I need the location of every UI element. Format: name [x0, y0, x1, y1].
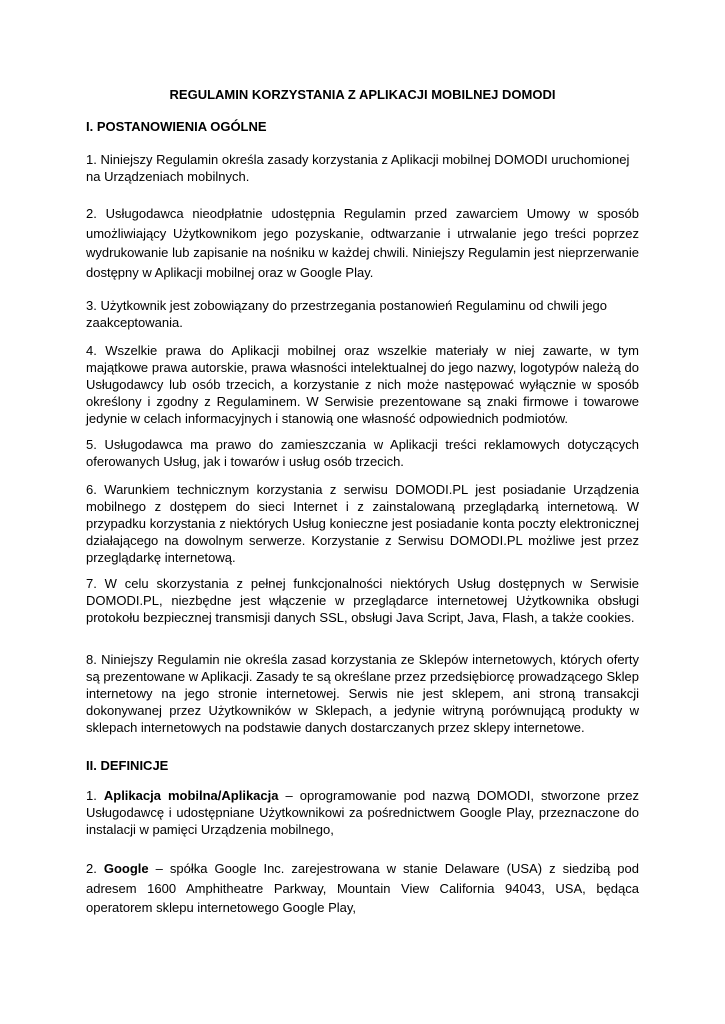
document-title: REGULAMIN KORZYSTANIA Z APLIKACJI MOBILNEJ DOMODI	[169, 87, 556, 102]
definition-1	[86, 787, 639, 838]
definition-1-text: – oprogramowanie pod nazwą DOMODI, stworzone przez Usługodawcę i udostępniane Użytkownikowi za pośrednictwem Google Play, przeznaczone do instalacji w pamięci Urządzenia mobilnego,	[86, 788, 639, 837]
paragraph-3: 3. Użytkownik jest zobowiązany do przestrzegania postanowień Regulaminu od chwili jego zaakceptowania.	[86, 298, 608, 330]
definition-2-number: 2.	[86, 861, 104, 876]
paragraph-1: 1. Niniejszy Regulamin określa zasady korzystania z Aplikacji mobilnej DOMODI uruchomionej na Urządzeniach mobilnych.	[86, 152, 630, 184]
paragraph-5: 5. Usługodawca ma prawo do zamieszczania w Aplikacji treści reklamowych dotyczących oferowanych Usług, jak i towarów i usług osób trzecich.	[86, 437, 639, 469]
paragraph-8: 8. Niniejszy Regulamin nie określa zasad korzystania ze Sklepów internetowych, których oferty są prezentowane w Aplikacji. Zasady te są określane przez przedsiębiorcę prowadzącego Sklep internetowy na jego stronie internetowej. Serwis nie jest sklepem, ani stroną transakcji dokonywanej przez Użytkowników w Sklepach, a jedynie witryną porównującą produkty w sklepach internetowych na podstawie danych dostarczanych przez sklepy internetowe.	[86, 652, 639, 735]
definition-1-number: 1.	[86, 788, 104, 803]
definition-2	[86, 859, 639, 918]
section-heading-general-provisions: I. POSTANOWIENIA OGÓLNE	[86, 119, 267, 134]
paragraph-2: 2. Usługodawca nieodpłatnie udostępnia Regulamin przed zawarciem Umowy w sposób umożliwiający Użytkownikom jego pozyskanie, odtwarzanie i utrwalanie jego treści poprzez wydrukowanie lub zapisanie na nośniku w każdej chwili. Niniejszy Regulamin jest nieprzerwanie dostępny w Aplikacji mobilnej oraz w Google Play.	[86, 206, 639, 280]
paragraph-7: 7. W celu skorzystania z pełnej funkcjonalności niektórych Usług dostępnych w Serwisie DOMODI.PL, niezbędne jest włączenie w przeglądarce internetowej Użytkownika obsługi protokołu bezpiecznej transmisji danych SSL, obsługi Java Script, Java, Flash, a także cookies.	[86, 576, 639, 625]
definition-1-term: Aplikacja mobilna/Aplikacja	[103, 788, 279, 803]
paragraph-6: 6. Warunkiem technicznym korzystania z serwisu DOMODI.PL jest posiadanie Urządzenia mobilnego z dostępem do sieci Internet i z zainstalowaną przeglądarką internetową. W przypadku korzystania z niektórych Usług konieczne jest posiadanie konta poczty elektronicznej działającego na dowolnym serwerze. Korzystanie z Serwisu DOMODI.PL możliwe jest przez przeglądarkę internetową.	[86, 482, 639, 565]
definition-2-text: – spółka Google Inc. zarejestrowana w stanie Delaware (USA) z siedzibą pod adresem 1600 Amphitheatre Parkway, Mountain View California 94043, USA, będąca operatorem sklepu internetowego Google Play,	[86, 861, 639, 915]
section-heading-definitions: II. DEFINICJE	[86, 758, 169, 773]
paragraph-4: 4. Wszelkie prawa do Aplikacji mobilnej oraz wszelkie materiały w niej zawarte, w tym majątkowe prawa autorskie, prawa własności intelektualnej do jego nazwy, logotypów należą do Usługodawcy lub osób trzecich, a korzystanie z nich może następować wyłącznie w sposób określony i zgodny z Regulaminem. W Serwisie prezentowane są znaki firmowe i towarowe jedynie w celach informacyjnych i stanowią one własność odpowiednich podmiotów.	[86, 343, 639, 426]
definition-2-term: Google	[103, 861, 149, 876]
